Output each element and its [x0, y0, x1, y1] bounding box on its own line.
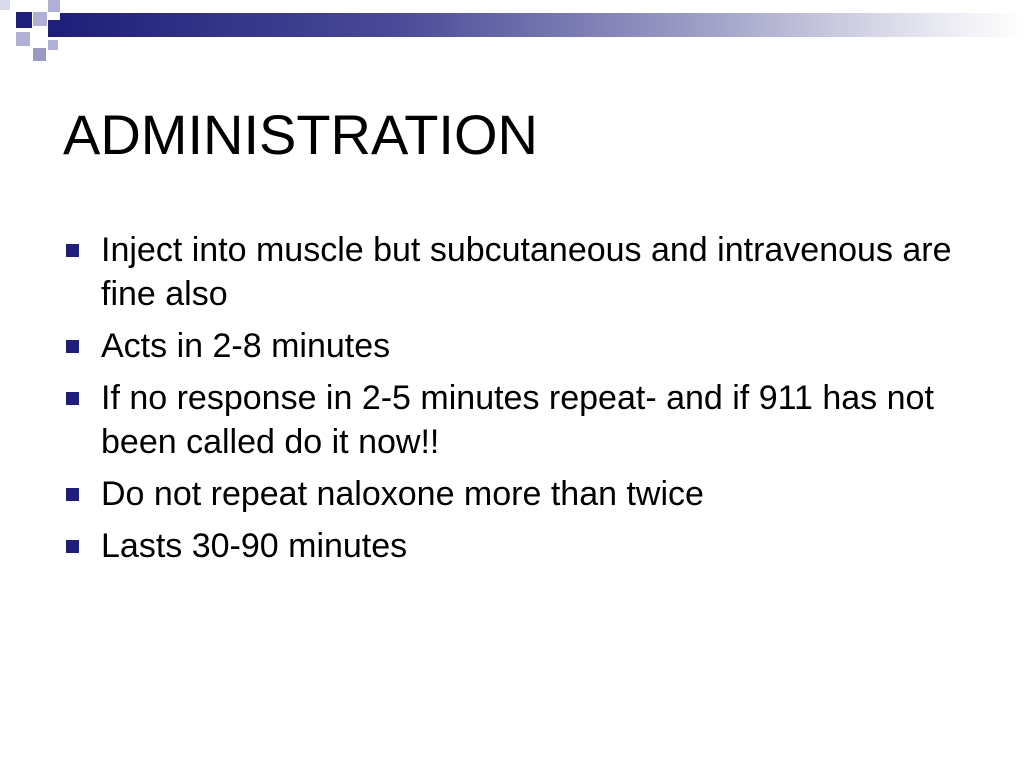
bullet-text: Do not repeat naloxone more than twice [101, 475, 704, 513]
bullet-list [66, 228, 966, 576]
decorative-square [48, 20, 60, 37]
decorative-square [48, 40, 58, 50]
square-bullet-icon [66, 244, 79, 257]
bullet-text: Acts in 2-8 minutes [101, 327, 391, 365]
decorative-square [33, 12, 47, 26]
decorative-square [48, 0, 60, 12]
header-gradient-band [60, 13, 1024, 37]
decorative-square [16, 12, 32, 28]
square-bullet-icon [66, 392, 79, 405]
bullet-item [66, 228, 966, 316]
bullet-item [66, 324, 966, 368]
square-bullet-icon [66, 540, 79, 553]
bullet-text: Lasts 30-90 minutes [101, 527, 408, 565]
decorative-square [33, 48, 46, 61]
bullet-text: If no response in 2-5 minutes repeat- and if 911 has not been called do it now!! [101, 379, 934, 461]
bullet-item [66, 524, 966, 568]
decorative-square [33, 33, 47, 47]
decorative-square [0, 0, 10, 10]
decorative-square [16, 32, 30, 46]
bullet-text: Inject into muscle but subcutaneous and intravenous are fine also [101, 231, 952, 313]
square-bullet-icon [66, 488, 79, 501]
square-bullet-icon [66, 340, 79, 353]
bullet-item [66, 472, 966, 516]
bullet-item [66, 376, 966, 464]
slide-title: ADMINISTRATION [63, 103, 538, 166]
